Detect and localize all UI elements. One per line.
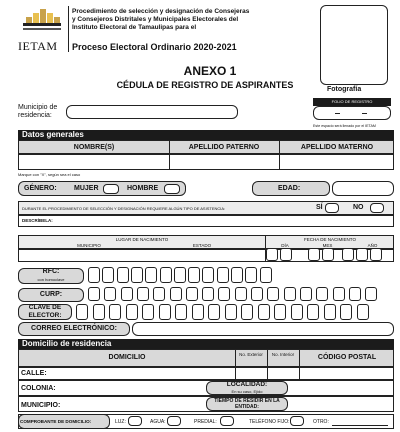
clave-char-box[interactable] bbox=[126, 304, 138, 320]
rfc-char-box[interactable] bbox=[131, 267, 143, 283]
rfc-label: RFC: bbox=[42, 268, 60, 275]
clave-char-box[interactable] bbox=[225, 304, 237, 320]
col-divider bbox=[169, 155, 170, 169]
comprobante-label: COMPROBANTE DE DOMICILIO: bbox=[20, 419, 92, 424]
curp-char-box[interactable] bbox=[316, 287, 328, 301]
clave-char-box[interactable] bbox=[274, 304, 286, 320]
photo-label: Fotografía bbox=[327, 86, 362, 93]
rfc-char-box[interactable] bbox=[260, 267, 272, 283]
anio-box[interactable] bbox=[356, 248, 368, 261]
clave-char-box[interactable] bbox=[175, 304, 187, 320]
no-checkbox[interactable] bbox=[370, 203, 384, 213]
edad-field[interactable] bbox=[332, 181, 394, 196]
estado-col: ESTADO bbox=[192, 243, 212, 248]
col-cp: CÓDIGO POSTAL bbox=[317, 354, 377, 361]
colonia-label: COLONIA: bbox=[21, 385, 56, 392]
col-domicilio: DOMICILIO bbox=[108, 354, 146, 361]
mes-col: MES bbox=[322, 243, 333, 248]
curp-char-box[interactable] bbox=[300, 287, 312, 301]
describela-label: DESCRÍBELA: bbox=[22, 218, 53, 223]
predial-label: PREDIAL: bbox=[194, 419, 217, 425]
col-paterno: APELLIDO PATERNO bbox=[188, 144, 260, 151]
col-divider bbox=[235, 368, 236, 379]
dia-box[interactable] bbox=[266, 248, 278, 261]
clave-char-box[interactable] bbox=[93, 304, 105, 320]
rfc-char-box[interactable] bbox=[145, 267, 157, 283]
otro-label: OTRO: bbox=[313, 419, 329, 425]
annex-title: ANEXO 1 bbox=[183, 64, 237, 78]
col-materno: APELLIDO MATERNO bbox=[300, 144, 374, 151]
localidad-sub: En su caso, Ejido bbox=[231, 389, 263, 394]
otro-line[interactable] bbox=[332, 425, 388, 426]
clave-char-box[interactable] bbox=[109, 304, 121, 320]
photo-box bbox=[320, 5, 388, 85]
clave-label: CLAVE DE ELECTOR: bbox=[28, 304, 62, 319]
mark-note: Marque con "X", según sea el caso bbox=[18, 172, 81, 177]
hombre-checkbox[interactable] bbox=[164, 184, 180, 194]
telefono-label: TELÉFONO FIJO: bbox=[249, 419, 290, 425]
institution-line: Instituto Electoral de Tamaulipas para el bbox=[72, 24, 197, 31]
si-label: SÍ bbox=[316, 204, 323, 211]
institution-text bbox=[72, 8, 312, 32]
si-checkbox[interactable] bbox=[325, 203, 339, 213]
domicilio-header-row bbox=[18, 349, 394, 367]
curp-char-box[interactable] bbox=[104, 287, 116, 301]
curp-char-box[interactable] bbox=[349, 287, 361, 301]
calle-label: CALLE: bbox=[21, 370, 47, 377]
col-nombres: NOMBRE(S) bbox=[73, 144, 115, 151]
folio-divider-2 bbox=[362, 113, 367, 114]
section-datos-generales: Datos generales bbox=[18, 130, 394, 140]
municipio-col: MUNICIPIO bbox=[77, 243, 101, 248]
mujer-label: MUJER bbox=[74, 185, 99, 192]
edad-label: EDAD: bbox=[278, 185, 301, 192]
logo-mark-icon bbox=[18, 5, 66, 39]
curp-char-box[interactable] bbox=[218, 287, 230, 301]
rfc-sublabel: con homoclave bbox=[37, 277, 65, 282]
rfc-char-box[interactable] bbox=[217, 267, 229, 283]
describela-row[interactable] bbox=[18, 215, 394, 227]
mujer-checkbox[interactable] bbox=[103, 184, 119, 194]
rfc-char-box[interactable] bbox=[117, 267, 129, 283]
process-title: Proceso Electoral Ordinario 2020-2021 bbox=[72, 42, 237, 52]
municipio-dom-label: MUNICIPIO: bbox=[21, 402, 61, 409]
clave-char-box[interactable] bbox=[142, 304, 154, 320]
anio-box[interactable] bbox=[342, 248, 354, 261]
dia-col: DÍA bbox=[281, 243, 289, 248]
curp-char-box[interactable] bbox=[137, 287, 149, 301]
curp-char-box[interactable] bbox=[186, 287, 198, 301]
calle-row[interactable] bbox=[18, 367, 394, 380]
municipio-label: Municipio de residencia: bbox=[18, 104, 58, 119]
tiempo-label: TIEMPO DE RESIDIR EN LA ENTIDAD: bbox=[214, 398, 280, 410]
ietam-logo bbox=[18, 5, 66, 53]
curp-char-box[interactable] bbox=[202, 287, 214, 301]
col-ext: No. Exterior bbox=[239, 352, 263, 357]
genero-label: GÉNERO: bbox=[24, 185, 57, 192]
clave-char-box[interactable] bbox=[76, 304, 88, 320]
header-divider bbox=[68, 6, 69, 52]
curp-label: CURP: bbox=[39, 291, 63, 298]
rfc-char-box[interactable] bbox=[102, 267, 114, 283]
telefono-checkbox[interactable] bbox=[290, 416, 304, 426]
folio-note: Este espacio será llenado por el IETAM bbox=[313, 124, 376, 128]
agua-label: AGUA: bbox=[150, 419, 166, 425]
curp-char-box[interactable] bbox=[153, 287, 165, 301]
mes-box[interactable] bbox=[308, 248, 320, 261]
section-domicilio: Domicilio de residencia bbox=[18, 339, 394, 349]
lugar-nac-label: LUGAR DE NACIMIENTO bbox=[115, 237, 169, 242]
municipio-field[interactable] bbox=[66, 105, 238, 119]
luz-checkbox[interactable] bbox=[128, 416, 142, 426]
dia-box[interactable] bbox=[280, 248, 292, 261]
curp-char-box[interactable] bbox=[267, 287, 279, 301]
clave-char-box[interactable] bbox=[307, 304, 319, 320]
rfc-char-box[interactable] bbox=[245, 267, 257, 283]
agua-checkbox[interactable] bbox=[167, 416, 181, 426]
clave-char-box[interactable] bbox=[258, 304, 270, 320]
curp-char-box[interactable] bbox=[284, 287, 296, 301]
curp-char-box[interactable] bbox=[365, 287, 377, 301]
anio-box[interactable] bbox=[370, 248, 382, 261]
form-subtitle: CÉDULA DE REGISTRO DE ASPIRANTES bbox=[116, 80, 294, 90]
hombre-label: HOMBRE bbox=[127, 185, 159, 192]
correo-field[interactable] bbox=[132, 322, 394, 336]
no-label: NO bbox=[353, 204, 364, 211]
names-input-row[interactable] bbox=[18, 154, 394, 170]
predial-checkbox[interactable] bbox=[220, 416, 234, 426]
rfc-char-box[interactable] bbox=[188, 267, 200, 283]
mes-box[interactable] bbox=[322, 248, 334, 261]
institution-line: Procedimiento de selección y designación de Consejeras bbox=[72, 8, 250, 15]
col-int: No. Interior bbox=[271, 352, 295, 357]
folio-label: FOLIO DE REGISTRO bbox=[313, 98, 391, 106]
curp-char-box[interactable] bbox=[170, 287, 182, 301]
curp-char-box[interactable] bbox=[121, 287, 133, 301]
col-divider bbox=[267, 368, 268, 379]
anio-col: AÑO bbox=[367, 243, 378, 248]
curp-char-box[interactable] bbox=[251, 287, 263, 301]
clave-char-box[interactable] bbox=[241, 304, 253, 320]
curp-char-box[interactable] bbox=[333, 287, 345, 301]
names-header-row bbox=[18, 140, 394, 154]
curp-char-box[interactable] bbox=[88, 287, 100, 301]
fecha-nac-label: FECHA DE NACIMIENTO bbox=[304, 237, 356, 242]
rfc-char-box[interactable] bbox=[160, 267, 172, 283]
correo-label: CORREO ELECTRÓNICO: bbox=[31, 325, 117, 332]
clave-char-box[interactable] bbox=[192, 304, 204, 320]
clave-char-box[interactable] bbox=[159, 304, 171, 320]
col-divider bbox=[279, 155, 280, 169]
col-divider bbox=[299, 368, 300, 379]
localidad-label: LOCALIDAD: bbox=[226, 381, 268, 388]
folio-field[interactable] bbox=[313, 106, 391, 120]
curp-char-box[interactable] bbox=[235, 287, 247, 301]
rfc-char-box[interactable] bbox=[202, 267, 214, 283]
luz-label: LUZ: bbox=[115, 419, 126, 425]
institution-line: y Consejeros Distritales y Municipales Electorales del bbox=[72, 16, 239, 23]
asistencia-question: DURANTE EL PROCEDIMIENTO DE SELECCIÓN Y DESIGNACIÓN REQUIERE ALGÚN TIPO DE ASISTENCIA: bbox=[22, 206, 226, 211]
clave-char-box[interactable] bbox=[340, 304, 352, 320]
rfc-char-box[interactable] bbox=[88, 267, 100, 283]
birth-header bbox=[18, 235, 394, 249]
clave-char-box[interactable] bbox=[324, 304, 336, 320]
clave-char-box[interactable] bbox=[291, 304, 303, 320]
birth-input-row[interactable] bbox=[18, 249, 394, 262]
folio-divider-1 bbox=[335, 113, 340, 114]
clave-char-box[interactable] bbox=[357, 304, 369, 320]
logo-text: IETAM bbox=[18, 39, 58, 53]
rfc-char-box[interactable] bbox=[231, 267, 243, 283]
clave-char-box[interactable] bbox=[208, 304, 220, 320]
rfc-char-box[interactable] bbox=[174, 267, 186, 283]
